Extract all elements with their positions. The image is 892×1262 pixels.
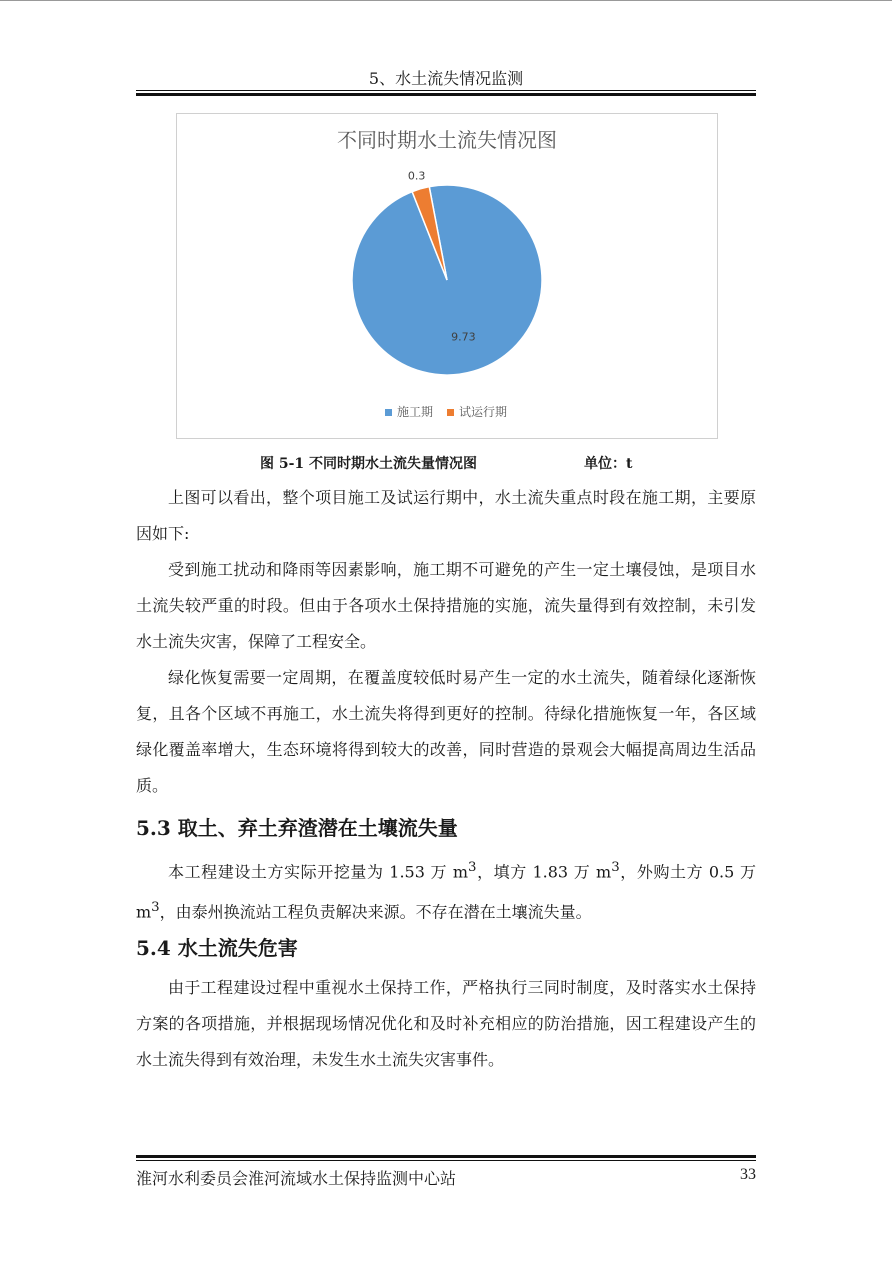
data-label-trial-operation: 0.3 [407,169,426,183]
footer-rule-thick [136,1155,756,1158]
footer-rule-thin [136,1160,756,1161]
paragraph-2: 受到施工扰动和降雨等因素影响，施工期不可避免的产生一定土壤侵蚀，是项目水土流失较严重的时段。但由于各项水土保持措施的实施，流失量得到有效控制，未引发水土流失灾害，保障了工程安全。 [136,560,756,651]
page-number: 33 [740,1166,756,1183]
text-part-a: 本工程建设土方实际开挖量为 1.53 万 m [168,862,468,882]
legend-swatch-construction [385,409,392,416]
header-rule-thick [136,93,756,96]
superscript-a: 3 [468,860,477,875]
paragraph-3: 绿化恢复需要一定周期，在覆盖度较低时易产生一定的水土流失，随着绿化逐渐恢复，且各个区域不再施工，水土流失将得到更好的控制。待绿化措施恢复一年，各区域绿化覆盖率增大，生态环境将得到较大的改善，同时营造的景观会大幅提高周边生活品质。 [136,668,756,795]
superscript-c: 3 [151,900,160,916]
superscript-b: 3 [611,860,620,875]
section-5-3-text [136,850,756,931]
caption-unit: 单位：t [584,456,633,472]
section-5-4-heading: 5.4 水土流失危害 [136,936,298,960]
legend-swatch-trial-operation [447,409,454,416]
legend-label-construction: 施工期 [397,405,434,419]
caption-label: 图 5-1 不同时期水土流失量情况图 [260,456,478,472]
legend-label-trial-operation: 试运行期 [459,405,508,419]
pie-chart-svg [177,114,717,438]
pie-chart [176,113,718,439]
footer-organization: 淮河水利委员会淮河流域水土保持监测中心站 [136,1169,457,1188]
data-label-construction: 9.73 [451,330,476,344]
page-top-border [0,0,892,1]
section-5-4-text: 由于工程建设过程中重视水土保持工作，严格执行三同时制度，及时落实水土保持方案的各项措施，并根据现场情况优化和及时补充相应的防治措施，因工程建设产生的水土流失得到有效治理，未发生水土流失灾害事件。 [136,978,756,1069]
text-part-d: ，由泰州换流站工程负责解决来源。不存在潜在土壤流失量。 [159,902,592,922]
running-header: 5、水土流失情况监测 [368,69,524,88]
section-5-3-heading: 5.3 取土、弃土弃渣潜在土壤流失量 [136,816,458,840]
text-part-c: ，外购土方 0.5 万 m [136,862,756,922]
paragraph-1: 上图可以看出，整个项目施工及试运行期中，水土流失重点时段在施工期，主要原因如下: [136,488,756,543]
text-part-b: ，填方 1.83 万 m [476,862,612,882]
chart-title: 不同时期水土流失情况图 [337,128,557,152]
header-rule-thin [136,90,756,91]
